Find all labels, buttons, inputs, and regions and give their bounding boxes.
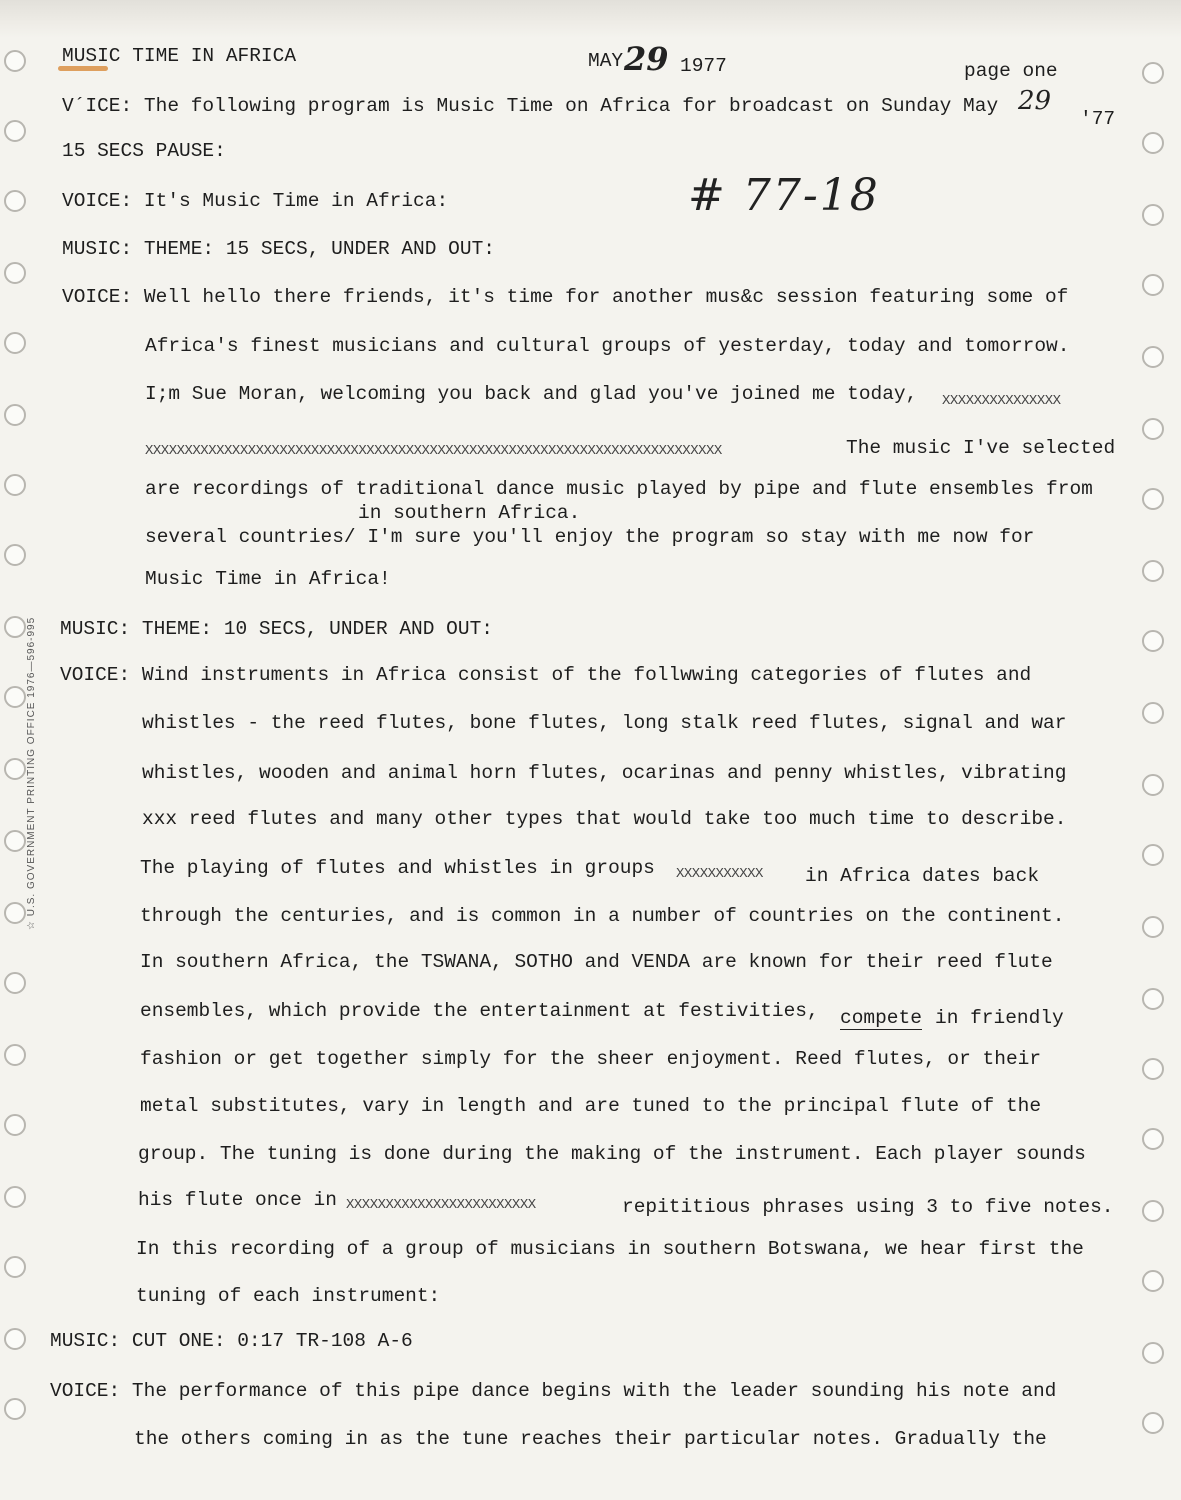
punch-hole-left — [4, 758, 26, 780]
punch-hole-left — [4, 50, 26, 72]
script-line-l11: Music Time in Africa! — [145, 568, 391, 590]
handwritten-insertion: in southern Africa. — [358, 502, 581, 524]
script-line-l14: whistles - the reed flutes, bone flutes, long stalk reed flutes, signal and war — [142, 712, 1067, 734]
script-line-l21: ensembles, which provide the entertainment at festivities, — [140, 1000, 819, 1022]
script-line-l18: in Africa dates back — [805, 865, 1040, 887]
punch-hole-right — [1142, 1342, 1164, 1364]
punch-hole-left — [4, 474, 26, 496]
punch-hole-left — [4, 1044, 26, 1066]
punch-hole-left — [4, 1398, 26, 1420]
script-line-l21b: compete — [840, 1007, 922, 1029]
date-prefix: MAY — [588, 50, 624, 72]
punch-hole-left — [4, 332, 26, 354]
punch-hole-right — [1142, 1058, 1164, 1080]
punch-hole-right — [1142, 702, 1164, 724]
script-line-l2: 15 SECS PAUSE: — [62, 140, 226, 162]
script-line-l7: I;m Sue Moran, welcoming you back and glad you've joined me today, — [145, 383, 918, 405]
punch-hole-right — [1142, 1270, 1164, 1292]
punch-hole-right — [1142, 132, 1164, 154]
page-label: page one — [964, 60, 1058, 82]
punch-hole-right — [1142, 916, 1164, 938]
script-line-l4: MUSIC: THEME: 15 SECS, UNDER AND OUT: — [62, 238, 495, 260]
punch-hole-left — [4, 972, 26, 994]
script-line-l28: tuning of each instrument: — [136, 1285, 441, 1307]
punch-hole-left — [4, 190, 26, 212]
punch-hole-right — [1142, 1128, 1164, 1150]
punch-hole-right — [1142, 988, 1164, 1010]
script-line-l25: his flute once in — [138, 1189, 337, 1211]
handwritten-script-id: # 77-18 — [688, 170, 880, 221]
script-line-l29: MUSIC: CUT ONE: 0:17 TR-108 A-6 — [50, 1330, 413, 1352]
script-line-l27: In this recording of a group of musicians in southern Botswana, we hear first the — [136, 1238, 1084, 1260]
strikeout-s1: XXXXXXXXXXXXXXX — [942, 393, 1061, 409]
script-line-l20: In southern Africa, the TSWANA, SOTHO and VENDA are known for their reed flute — [140, 951, 1053, 973]
punch-hole-left — [4, 1256, 26, 1278]
punch-hole-left — [4, 262, 26, 284]
script-line-l1: V´ICE: The following program is Music Time on Africa for broadcast on Sunday May — [62, 95, 999, 117]
script-line-l31: the others coming in as the tune reaches their particular notes. Gradually the — [134, 1428, 1047, 1450]
script-line-l5: VOICE: Well hello there friends, it's time for another mus&c session featuring some of — [62, 286, 1069, 308]
punch-hole-left — [4, 686, 26, 708]
script-line-l9: are recordings of traditional dance music played by pipe and flute ensembles from — [145, 478, 1093, 500]
script-line-l26: repititious phrases using 3 to five notes. — [622, 1196, 1114, 1218]
script-line-l17: The playing of flutes and whistles in groups — [140, 857, 655, 879]
script-line-l10: several countries/ I'm sure you'll enjoy the program so stay with me now for — [145, 526, 1035, 548]
script-line-l24: group. The tuning is done during the making of the instrument. Each player sounds — [138, 1143, 1086, 1165]
script-line-l22: fashion or get together simply for the sheer enjoyment. Reed flutes, or their — [140, 1048, 1042, 1070]
punch-hole-right — [1142, 204, 1164, 226]
punch-hole-left — [4, 1328, 26, 1350]
punch-hole-left — [4, 120, 26, 142]
strikeout-s4: XXXXXXXXXXXXXXXXXXXXXXXX — [346, 1197, 536, 1213]
script-line-l23: metal substitutes, vary in length and are tuned to the principal flute of the — [140, 1095, 1042, 1117]
punch-hole-left — [4, 616, 26, 638]
punch-hole-left — [4, 544, 26, 566]
script-line-l15: whistles, wooden and animal horn flutes, ocarinas and penny whistles, vibrating — [142, 762, 1067, 784]
handwritten-date-day: 29 — [624, 40, 669, 78]
punch-hole-right — [1142, 418, 1164, 440]
strikeout-s2: XXXXXXXXXXXXXXXXXXXXXXXXXXXXXXXXXXXXXXXXXXXXXXXXXXXXXXXXXXXXXXXXXXXXXXXXX — [145, 443, 722, 459]
punch-hole-right — [1142, 1200, 1164, 1222]
punch-hole-left — [4, 1186, 26, 1208]
script-line-l12: MUSIC: THEME: 10 SECS, UNDER AND OUT: — [60, 618, 493, 640]
punch-hole-left — [4, 902, 26, 924]
script-line-l19: through the centuries, and is common in a number of countries on the continent. — [140, 905, 1065, 927]
punch-hole-left — [4, 830, 26, 852]
punch-hole-left — [4, 404, 26, 426]
script-line-l13: VOICE: Wind instruments in Africa consist of the follwwing categories of flutes and — [60, 664, 1032, 686]
punch-hole-right — [1142, 346, 1164, 368]
punch-hole-left — [4, 1114, 26, 1136]
handwritten-broadcast-day: 29 — [1018, 86, 1052, 116]
date-year: 1977 — [680, 55, 727, 77]
program-title: MUSIC TIME IN AFRICA — [62, 45, 297, 67]
punch-hole-right — [1142, 774, 1164, 796]
strikeout-s3: XXXXXXXXXXX — [676, 866, 763, 882]
punch-hole-right — [1142, 630, 1164, 652]
script-line-l3: VOICE: It's Music Time in Africa: — [62, 190, 449, 212]
script-line-l6: Africa's finest musicians and cultural groups of yesterday, today and tomorrow. — [145, 335, 1070, 357]
script-line-l1b: '77 — [1080, 108, 1116, 130]
script-line-l16: xxx reed flutes and many other types that would take too much time to describe. — [142, 808, 1067, 830]
punch-hole-right — [1142, 560, 1164, 582]
punch-hole-right — [1142, 1412, 1164, 1434]
script-line-l30: VOICE: The performance of this pipe dance begins with the leader sounding his note and — [50, 1380, 1057, 1402]
punch-hole-right — [1142, 62, 1164, 84]
printing-office-note: ☆ U.S. GOVERNMENT PRINTING OFFICE 1976—596-995 — [26, 616, 37, 930]
script-line-l8: The music I've selected — [846, 437, 1116, 459]
script-line-l21c: in friendly — [935, 1007, 1064, 1029]
punch-hole-right — [1142, 488, 1164, 510]
punch-hole-right — [1142, 844, 1164, 866]
punch-hole-right — [1142, 274, 1164, 296]
scan-top-shadow — [0, 0, 1181, 38]
